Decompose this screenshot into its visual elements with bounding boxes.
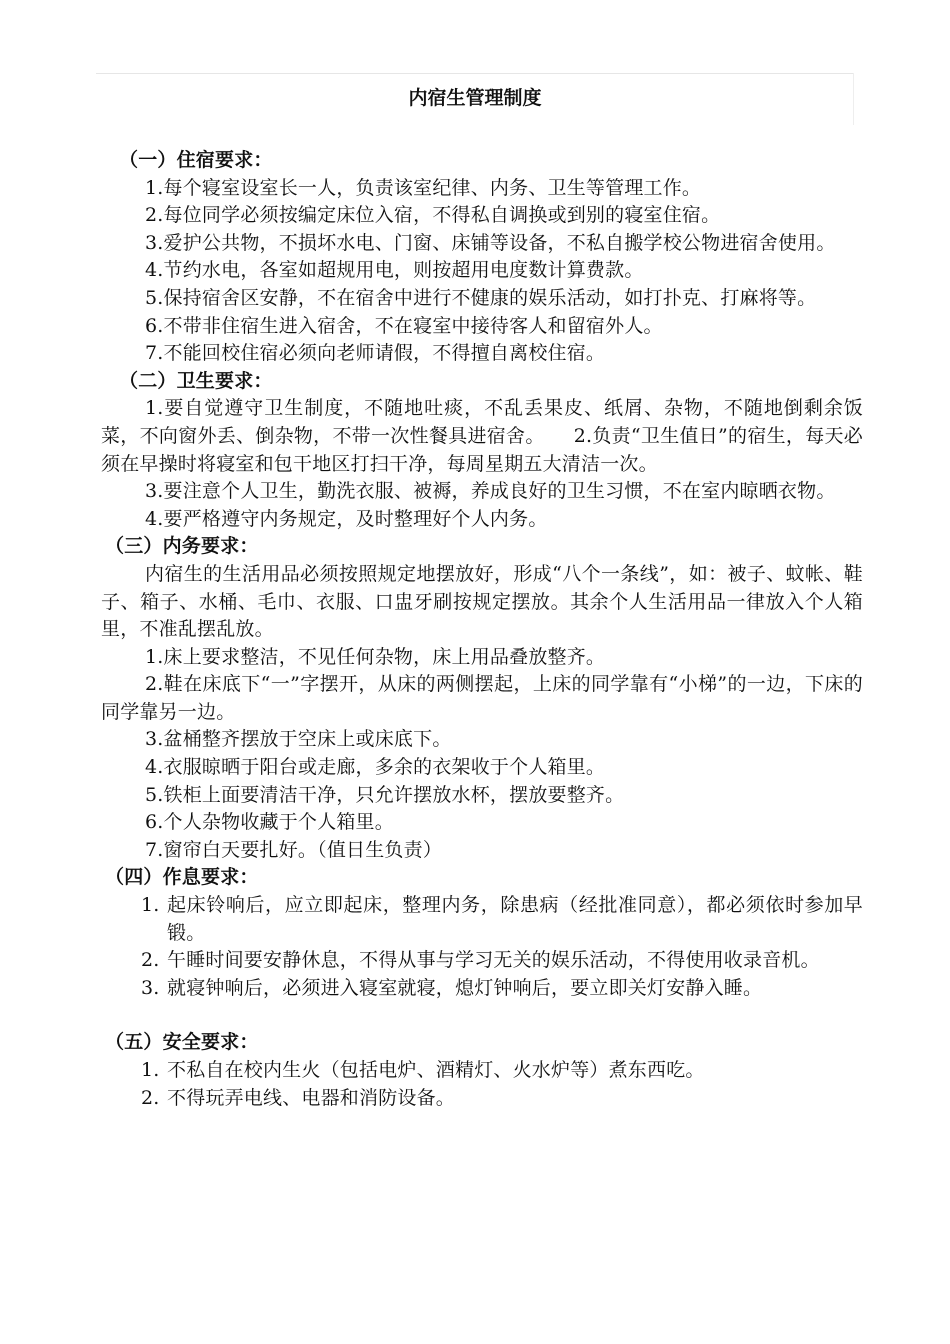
document-title: 内宿生管理制度 <box>408 87 542 109</box>
item-text: 起床铃响后，应立即起床，整理内务，除患病（经批准同意），都必须依时参加早锻。 <box>167 894 863 944</box>
list-item: 2.每位同学必须按编定床位入宿，不得私自调换或到别的寝室住宿。 <box>145 204 721 227</box>
list-item: 3.盆桶整齐摆放于空床上或床底下。 <box>145 728 452 751</box>
list-item: 1.床上要求整洁，不见任何杂物，床上用品叠放整齐。 <box>145 645 606 668</box>
item-number: 1. <box>141 1059 160 1081</box>
list-item: 5.保持宿舍区安静，不在宿舍中进行不健康的娱乐活动，如打扑克、打麻将等。 <box>145 286 817 309</box>
item-text: 午睡时间要安静休息，不得从事与学习无关的娱乐活动，不得使用收录音机。 <box>167 949 820 972</box>
list-item: 7.窗帘白天要扎好。（值日生负责） <box>145 838 443 861</box>
section-heading-housekeeping: （三）内务要求： <box>105 535 259 558</box>
document-body <box>101 147 863 1112</box>
item-text: 不私自在校内生火（包括电炉、酒精灯、火水炉等）煮东西吃。 <box>167 1059 705 1081</box>
numbered-item <box>101 1057 863 1085</box>
header-rule <box>96 73 853 74</box>
section-heading-accommodation: （一）住宿要求： <box>119 149 273 171</box>
numbered-item <box>101 975 863 1003</box>
section-heading-hygiene: （二）卫生要求： <box>119 369 273 392</box>
section-heading-safety: （五）安全要求： <box>105 1031 259 1054</box>
spacer <box>101 1002 863 1029</box>
item-number: 1. <box>141 894 160 917</box>
numbered-item <box>101 947 863 975</box>
list-item: 2.鞋在床底下“一”字摆开，从床的两侧摆起，上床的同学靠有“小梯”的一边，下床的同学靠另一边。 <box>101 673 863 723</box>
list-item: 4.节约水电，各室如超规用电，则按超用电度数计算费款。 <box>145 259 644 282</box>
numbered-item <box>101 1085 863 1113</box>
list-item: 5.铁柜上面要清洁干净，只允许摆放水杯，摆放要整齐。 <box>145 783 625 806</box>
list-item: 3.爱护公共物，不损坏水电、门窗、床铺等设备，不私自搬学校公物进宿舍使用。 <box>145 231 836 254</box>
item-text: 不得玩弄电线、电器和消防设备。 <box>167 1086 456 1109</box>
item-number: 3. <box>141 976 160 999</box>
item-number: 2. <box>141 1086 160 1109</box>
section-heading-schedule: （四）作息要求： <box>105 866 259 889</box>
list-item: 3.要注意个人卫生，勤洗衣服、被褥，养成良好的卫生习惯，不在室内晾晒衣物。 <box>145 480 836 503</box>
item-number: 2. <box>141 949 160 972</box>
section-intro: 内宿生的生活用品必须按照规定地摆放好，形成“八个一条线”，如：被子、蚊帐、鞋子、箱子、水桶、毛巾、衣服、口盅牙刷按规定摆放。其余个人生活用品一律放入个人箱里，不准乱摆乱放。 <box>101 562 863 641</box>
list-item: 1.要自觉遵守卫生制度，不随地吐痰，不乱丢果皮、纸屑、杂物，不随地倒剩余饭菜，不向窗外丢、倒杂物，不带一次性餐具进宿舍。 2.负责“卫生值日”的宿生，每天必须在早操时将寝室和包干地区打扫干净，每周星期五大清洁一次。 <box>101 397 863 475</box>
list-item: 4.衣服晾晒于阳台或走廊，多余的衣架收于个人箱里。 <box>145 756 606 779</box>
list-item: 6.不带非住宿生进入宿舍，不在寝室中接待客人和留宿外人。 <box>145 314 663 337</box>
list-item: 6.个人杂物收藏于个人箱里。 <box>145 811 394 834</box>
list-item: 1.每个寝室设室长一人，负责该室纪律、内务、卫生等管理工作。 <box>145 176 702 199</box>
list-item: 7.不能回校住宿必须向老师请假，不得擅自离校住宿。 <box>145 342 606 365</box>
list-item: 4.要严格遵守内务规定，及时整理好个人内务。 <box>145 507 548 530</box>
item-text: 就寝钟响后，必须进入寝室就寝，熄灯钟响后，要立即关灯安静入睡。 <box>167 976 763 999</box>
numbered-item <box>101 892 863 947</box>
